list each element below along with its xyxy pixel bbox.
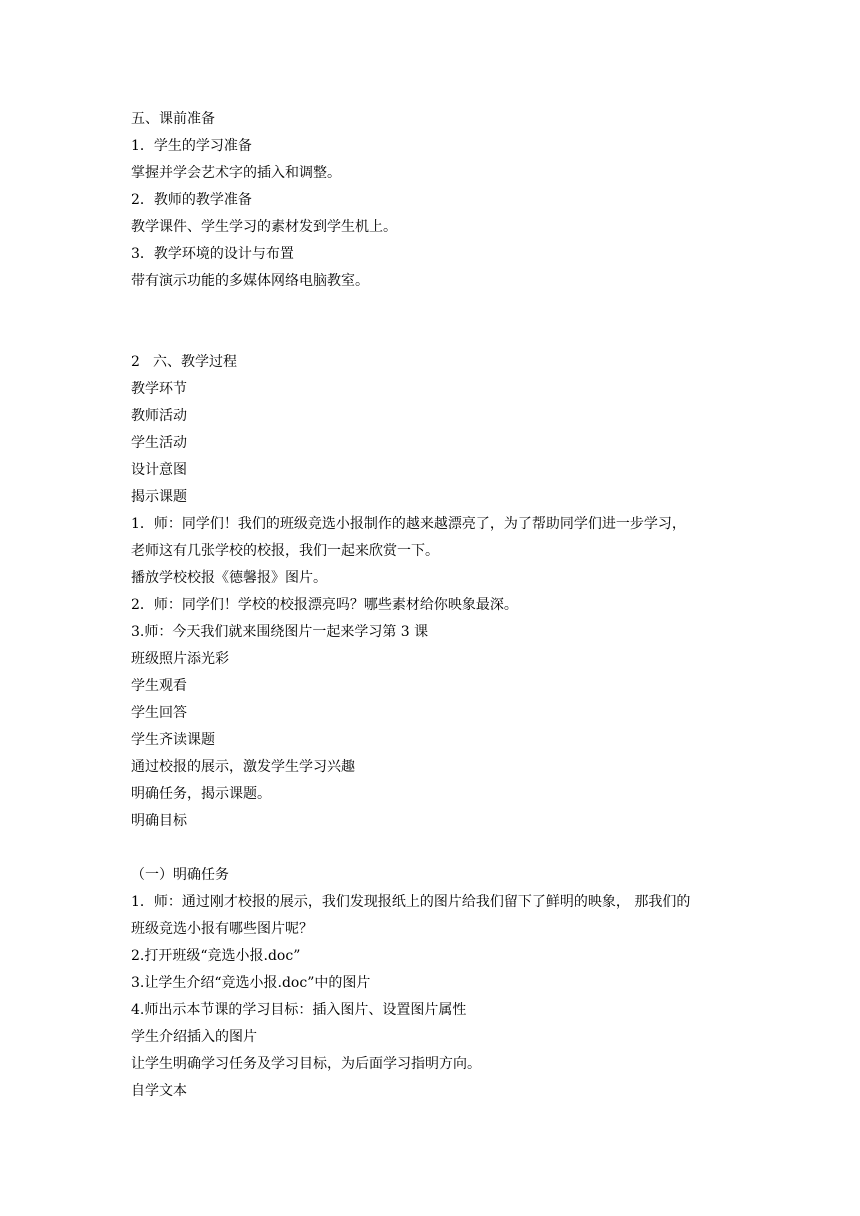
paragraph-line: 设计意图 xyxy=(131,462,187,478)
paragraph-line: 掌握并学会艺术字的插入和调整。 xyxy=(131,165,341,181)
section-heading-text: 六、教学过程 xyxy=(153,354,237,370)
spacer xyxy=(131,835,751,862)
paragraph-line: 揭示课题 xyxy=(131,489,187,505)
section-number: 2 xyxy=(131,354,140,370)
paragraph-line: 3.让学生介绍“竞选小报.doc”中的图片 xyxy=(131,975,371,991)
paragraph-line: 1．师：通过刚才校报的展示，我们发现报纸上的图片给我们留下了鲜明的映象， 那我们的 xyxy=(131,894,691,910)
section-heading-prep: 五、课前准备 xyxy=(131,111,215,127)
paragraph-line: 带有演示功能的多媒体网络电脑教室。 xyxy=(131,273,369,289)
paragraph-line: 1．师：同学们！我们的班级竞选小报制作的越来越漂亮了，为了帮助同学们进一步学习， xyxy=(131,516,686,532)
paragraph-line: 2．教师的教学准备 xyxy=(131,192,252,208)
paragraph-line: 让学生明确学习任务及学习目标，为后面学习指明方向。 xyxy=(131,1056,481,1072)
paragraph-line: 教学课件、学生学习的素材发到学生机上。 xyxy=(131,219,397,235)
paragraph-line: 班级竞选小报有哪些图片呢？ xyxy=(131,921,313,937)
spacer xyxy=(131,295,751,349)
paragraph-line: 学生回答 xyxy=(131,705,187,721)
paragraph-line: 班级照片添光彩 xyxy=(131,651,229,667)
paragraph-line: 明确任务，揭示课题。 xyxy=(131,786,271,802)
paragraph-line: 1．学生的学习准备 xyxy=(131,138,252,154)
paragraph-line: 教学环节 xyxy=(131,381,187,397)
paragraph-line: 2.打开班级“竞选小报.doc” xyxy=(131,948,301,964)
paragraph-line: 播放学校校报《德馨报》图片。 xyxy=(131,570,327,586)
paragraph-line: 3．教学环境的设计与布置 xyxy=(131,246,294,262)
paragraph-line: 学生介绍插入的图片 xyxy=(131,1029,257,1045)
paragraph-line: 学生活动 xyxy=(131,435,187,451)
paragraph-line: 学生齐读课题 xyxy=(131,732,215,748)
paragraph-line: 老师这有几张学校的校报，我们一起来欣赏一下。 xyxy=(131,543,439,559)
paragraph-line: 通过校报的展示，激发学生学习兴趣 xyxy=(131,759,355,775)
paragraph-line: 学生观看 xyxy=(131,678,187,694)
paragraph-line: 教师活动 xyxy=(131,408,187,424)
paragraph-line: 4.师出示本节课的学习目标：插入图片、设置图片属性 xyxy=(131,1002,467,1018)
paragraph-line: 明确目标 xyxy=(131,813,187,829)
paragraph-line: 3.师：今天我们就来围绕图片一起来学习第 3 课 xyxy=(131,624,429,640)
paragraph-line: 2．师：同学们！学校的校报漂亮吗？哪些素材给你映象最深。 xyxy=(131,597,518,613)
section-heading-process xyxy=(131,349,751,376)
paragraph-line: 自学文本 xyxy=(131,1083,187,1099)
document-body xyxy=(131,106,751,1105)
subsection-heading-task: （一）明确任务 xyxy=(131,867,229,883)
